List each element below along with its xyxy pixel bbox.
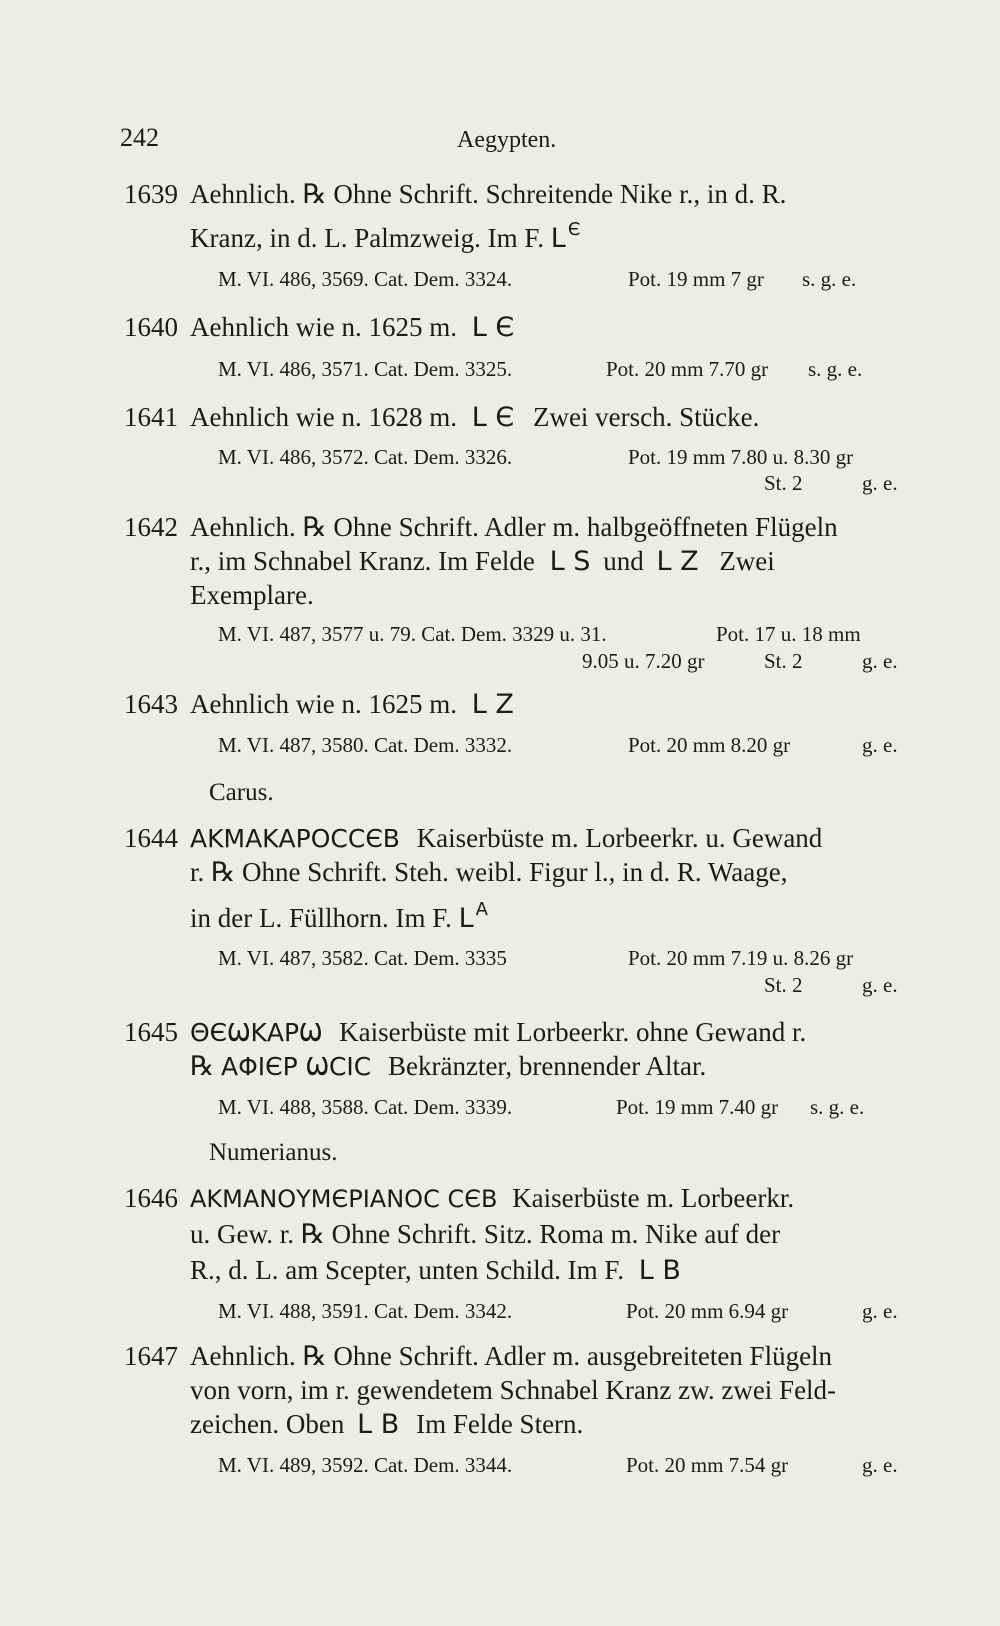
entry-text-run: Aehnlich wie n. 1625 m.: [190, 312, 457, 342]
entry-text: [190, 1182, 794, 1215]
reference-measure: Pot. 17 u. 18 mm: [716, 622, 861, 646]
entry-text-run: Kranz, in d. L. Palmzweig. Im F.: [190, 223, 545, 253]
reference-grade: g. e.: [862, 1299, 898, 1323]
entry-text-run: Im Felde Stern.: [416, 1409, 584, 1439]
reference-measure: Pot. 19 mm 7.40 gr: [616, 1095, 779, 1119]
section-heading: Numerianus.: [209, 1139, 338, 1166]
entry-text-run: Bekränzter, brennender Altar.: [387, 1051, 707, 1081]
entry-text: Aehnlich. ℞ Ohne Schrift. Adler m. halbgeöffneten Flügeln: [190, 512, 838, 542]
reference-text: M. VI. 488, 3588. Cat. Dem. 3339.: [218, 1095, 513, 1119]
date-mark: L B: [638, 1255, 681, 1286]
reference-measure: Pot. 19 mm 7 gr: [628, 267, 764, 291]
date-mark-superscript: A: [475, 899, 488, 920]
section-heading: Carus.: [209, 779, 274, 806]
entry-text: [190, 311, 514, 344]
entry-number: 1647: [124, 1341, 178, 1371]
entry-text: [190, 688, 514, 721]
reference-state: St. 2: [764, 649, 803, 673]
entry-text-run: Kaiserbüste m. Lorbeerkr. u. Gewand: [416, 823, 823, 853]
entry-text: Exemplare.: [190, 580, 314, 610]
date-mark: L: [550, 223, 566, 254]
entry-number: 1644: [124, 823, 178, 853]
entry-number: 1641: [124, 402, 178, 432]
coin-legend: ΑΚΜΑΝΟΥΜЄΡΙΑΝΟϹ ϹЄΒ: [190, 1185, 498, 1213]
date-mark: L: [458, 903, 474, 934]
reference-measure: Pot. 19 mm 7.80 u. 8.30 gr: [628, 445, 854, 469]
entry-text-run: Kaiserbüste mit Lorbeerkr. ohne Gewand r.: [339, 1017, 807, 1047]
coin-legend: ΑΚΜΑΚΑΡΟϹϹЄΒ: [190, 824, 400, 853]
entry-text: [190, 545, 775, 578]
reference-text: M. VI. 486, 3572. Cat. Dem. 3326.: [218, 445, 513, 469]
entry-number: 1640: [124, 312, 178, 342]
entry-text-run: zeichen. Oben: [190, 1409, 345, 1439]
entry-text: von vorn, im r. gewendetem Schnabel Kranz zw. zwei Feld-: [190, 1375, 837, 1405]
entry-text-run: Zwei: [719, 546, 775, 576]
reference-grade: s. g. e.: [802, 267, 857, 291]
reference-state: St. 2: [764, 973, 803, 997]
reference-grade: g. e.: [862, 973, 898, 997]
entry-text: [190, 1254, 681, 1287]
reference-measure: Pot. 20 mm 7.70 gr: [606, 357, 769, 381]
entry-text-run: und: [603, 546, 644, 576]
reference-grade: g. e.: [862, 1453, 898, 1477]
reference-text: M. VI. 487, 3577 u. 79. Cat. Dem. 3329 u. 31.: [218, 622, 607, 646]
entry-text: [190, 1050, 706, 1083]
reference-measure: Pot. 20 mm 8.20 gr: [628, 733, 791, 757]
reference-text: M. VI. 486, 3569. Cat. Dem. 3324.: [218, 267, 513, 291]
reference-text: M. VI. 487, 3580. Cat. Dem. 3332.: [218, 733, 513, 757]
reference-measure: Pot. 20 mm 6.94 gr: [626, 1299, 789, 1323]
coin-legend: ΑΦΙЄΡ ѠϹΙϹ: [220, 1052, 372, 1081]
coin-legend: ΘЄѠΚΑΡѠ: [190, 1018, 323, 1047]
date-mark: L S: [549, 546, 591, 577]
entry-number: 1643: [124, 689, 178, 719]
entry-text-run: in der L. Füllhorn. Im F.: [190, 903, 452, 933]
entry-text: [190, 822, 822, 855]
entry-text: r. ℞ Ohne Schrift. Steh. weibl. Figur l., in d. R. Waage,: [190, 857, 788, 887]
reference-weight: 9.05 u. 7.20 gr: [582, 649, 705, 673]
date-mark-superscript: Є: [567, 219, 581, 240]
reference-text: M. VI. 488, 3591. Cat. Dem. 3342.: [218, 1299, 513, 1323]
entry-text-run: Aehnlich wie n. 1625 m.: [190, 689, 457, 719]
entry-text: Aehnlich. ℞ Ohne Schrift. Schreitende Nike r., in d. R.: [190, 179, 787, 209]
entry-text: [190, 1408, 583, 1441]
reference-state: St. 2: [764, 471, 803, 495]
entry-text-run: R., d. L. am Scepter, unten Schild. Im F.: [190, 1255, 624, 1285]
reference-grade: g. e.: [862, 649, 898, 673]
reference-grade: s. g. e.: [810, 1095, 865, 1119]
reference-grade: s. g. e.: [808, 357, 863, 381]
entry-number: 1639: [124, 179, 178, 209]
reference-measure: Pot. 20 mm 7.54 gr: [626, 1453, 789, 1477]
reference-text: M. VI. 486, 3571. Cat. Dem. 3325.: [218, 357, 513, 381]
entry-text: u. Gew. r. ℞ Ohne Schrift. Sitz. Roma m. Nike auf der: [190, 1219, 781, 1249]
date-mark: L Є: [471, 402, 515, 433]
entry-text-run: Aehnlich wie n. 1628 m.: [190, 402, 457, 432]
reference-grade: g. e.: [862, 471, 898, 495]
entry-text-run: r., im Schnabel Kranz. Im Felde: [190, 546, 535, 576]
reverse-symbol: ℞: [190, 1051, 215, 1081]
running-title: Aegypten.: [457, 127, 557, 153]
entry-text-run: Kaiserbüste m. Lorbeerkr.: [512, 1183, 795, 1213]
date-mark: L Z: [471, 689, 514, 720]
reference-text: M. VI. 487, 3582. Cat. Dem. 3335: [218, 946, 507, 970]
date-mark: L B: [357, 1409, 400, 1440]
reference-grade: g. e.: [862, 733, 898, 757]
reference-text: M. VI. 489, 3592. Cat. Dem. 3344.: [218, 1453, 513, 1477]
entry-text-run: Zwei versch. Stücke.: [532, 402, 760, 432]
date-mark: L Є: [471, 312, 515, 343]
entry-text: [190, 899, 488, 938]
entry-text: [190, 219, 581, 258]
entry-number: 1642: [124, 512, 178, 542]
reference-measure: Pot. 20 mm 7.19 u. 8.26 gr: [628, 946, 854, 970]
date-mark: L Z: [656, 546, 699, 577]
page-number: 242: [120, 123, 159, 152]
entry-text: [190, 1016, 806, 1049]
entry-number: 1645: [124, 1017, 178, 1047]
entry-text: Aehnlich. ℞ Ohne Schrift. Adler m. ausgebreiteten Flügeln: [190, 1341, 833, 1371]
entry-number: 1646: [124, 1183, 178, 1213]
entry-text: [190, 401, 759, 434]
